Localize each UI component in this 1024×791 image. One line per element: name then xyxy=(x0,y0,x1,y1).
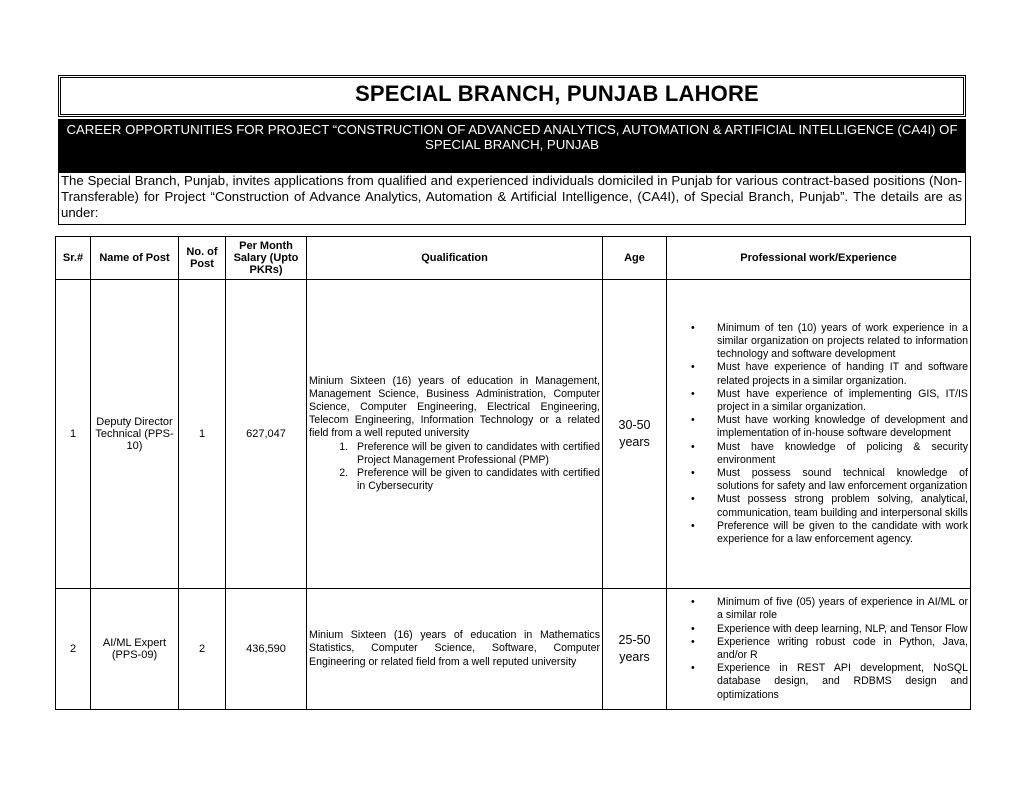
row-age: 30-50 years xyxy=(603,280,667,589)
list-item: • Must possess strong problem solving, analytical, communication, team building and interpersonal skills xyxy=(717,493,968,519)
row-experience xyxy=(667,589,971,710)
header-qualification: Qualification xyxy=(307,237,603,280)
row-sr: 1 xyxy=(56,280,91,589)
header-salary: Per Month Salary (Upto PKRs) xyxy=(226,237,307,280)
row-salary: 436,590 xyxy=(226,589,307,710)
row-salary: 627,047 xyxy=(226,280,307,589)
list-item: • Must have working knowledge of development and implementation of in-house software development xyxy=(717,414,968,440)
row-qualification xyxy=(307,280,603,589)
list-item: • Experience writing robust code in Python, Java, and/or R xyxy=(717,636,968,662)
list-item: • Minimum of five (05) years of experience in AI/ML or a similar role xyxy=(717,596,968,622)
list-item: • Experience with deep learning, NLP, and Tensor Flow xyxy=(717,623,968,636)
header-experience: Professional work/Experience xyxy=(667,237,971,280)
list-item: 2. Preference will be given to candidates with certified in Cybersecurity xyxy=(351,467,600,493)
row-post-name: AI/ML Expert (PPS-09) xyxy=(91,589,179,710)
row-post-count: 2 xyxy=(179,589,226,710)
qualification-text: Minium Sixteen (16) years of education in Mathematics Statistics, Computer Science, Software, Computer Engineering or related field from a well reputed university xyxy=(309,629,600,668)
row-experience xyxy=(667,280,971,589)
page-title: SPECIAL BRANCH, PUNJAB LAHORE xyxy=(355,81,759,106)
header-age: Age xyxy=(603,237,667,280)
table-header-row xyxy=(56,237,971,280)
list-item: • Must possess sound technical knowledge of solutions for safety and law enforcement organization xyxy=(717,467,968,493)
preference-list xyxy=(309,441,600,494)
table-row xyxy=(56,280,971,589)
row-sr: 2 xyxy=(56,589,91,710)
intro-paragraph: The Special Branch, Punjab, invites applications from qualified and experienced individuals domiciled in Punjab for various contract-based positions (Non-Transferable) for Project “Construction of Advance Analytics, Automation & Artificial Intelligence, (CA4I), of Special Branch, Punjab”. The details are as under: xyxy=(58,173,966,225)
list-item: • Must have knowledge of policing & security environment xyxy=(717,441,968,467)
header-no: No. of Post xyxy=(179,237,226,280)
row-age: 25-50 years xyxy=(603,589,667,710)
list-item: • Must have experience of handing IT and software related projects in a similar organization. xyxy=(717,361,968,387)
career-banner: CAREER OPPORTUNITIES FOR PROJECT “CONSTRUCTION OF ADVANCED ANALYTICS, AUTOMATION & ARTIFICIAL INTELLIGENCE (CA4I) OF SPECIAL BRANCH, PUNJAB xyxy=(58,119,966,173)
header-name: Name of Post xyxy=(91,237,179,280)
table-row xyxy=(56,589,971,710)
experience-list xyxy=(669,322,968,546)
header-sr: Sr.# xyxy=(56,237,91,280)
title-box xyxy=(58,75,966,117)
list-item: • Preference will be given to the candidate with work experience for a law enforcement agency. xyxy=(717,520,968,546)
qualification-text: Minium Sixteen (16) years of education in Management, Management Science, Business Administration, Computer Science, Computer Engineering, Electrical Engineering, Telecom Engineering, Information Technology or a related field from a well reputed university xyxy=(309,374,600,440)
list-item: • Minimum of ten (10) years of work experience in a similar organization on projects related to information technology and software development xyxy=(717,322,968,362)
row-post-name: Deputy Director Technical (PPS-10) xyxy=(91,280,179,589)
list-item: 1. Preference will be given to candidates with certified Project Management Professional (PMP) xyxy=(351,441,600,467)
experience-list xyxy=(669,596,968,702)
posts-table xyxy=(55,236,971,710)
row-qualification xyxy=(307,589,603,710)
list-item: • Experience in REST API development, NoSQL database design, and RDBMS design and optimizations xyxy=(717,662,968,702)
list-item: • Must have experience of implementing GIS, IT/IS project in a similar organization. xyxy=(717,388,968,414)
row-post-count: 1 xyxy=(179,280,226,589)
